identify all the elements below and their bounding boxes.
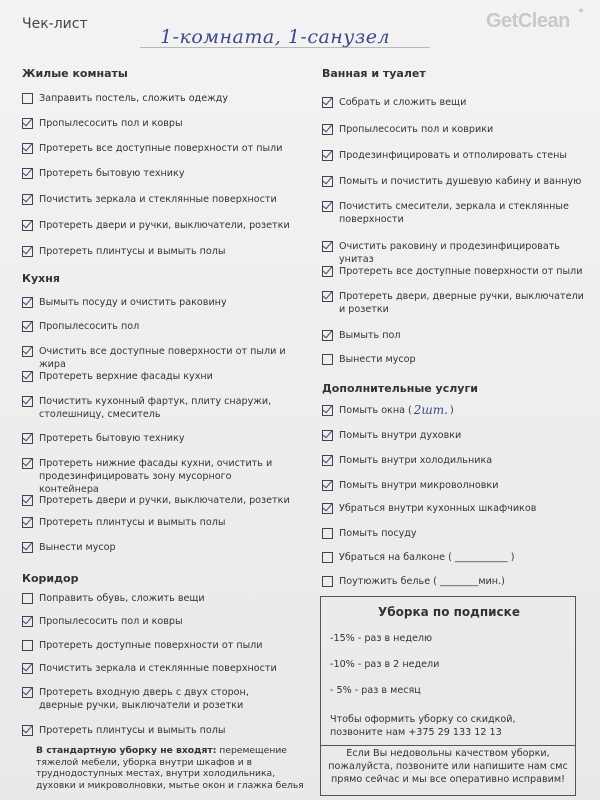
- subscription-plan: -10% - раз в 2 недели: [330, 659, 440, 670]
- checkbox-checked[interactable]: [22, 458, 33, 469]
- checkbox-checked[interactable]: [22, 143, 33, 154]
- checklist-item: [22, 494, 292, 507]
- checkbox-checked[interactable]: [22, 297, 33, 308]
- checkbox-unchecked[interactable]: [322, 552, 333, 563]
- checklist-item: [22, 142, 292, 155]
- checklist-item-label: Протереть все доступные поверхности от пыли: [339, 266, 583, 277]
- checklist-item: [322, 527, 592, 540]
- checkbox-checked[interactable]: [22, 616, 33, 627]
- checklist-item: [22, 432, 292, 445]
- checklist-item: [22, 395, 292, 421]
- checklist-item: [322, 353, 592, 366]
- checkbox-checked[interactable]: [322, 330, 333, 341]
- checklist-item: [22, 457, 292, 496]
- section-extra-title: Дополнительные услуги: [322, 382, 478, 395]
- checklist-item-label: Очистить все доступные поверхности от пыли и жира: [39, 346, 286, 370]
- checklist-item-label: Вынести мусор: [39, 542, 116, 553]
- checklist-item-label: Протереть бытовую технику: [39, 433, 185, 444]
- subscription-box: [320, 596, 576, 796]
- checkbox-unchecked[interactable]: [22, 93, 33, 104]
- checklist-item: [322, 265, 592, 278]
- brand-logo: GetClean: [486, 10, 570, 32]
- checklist-item-label: Вынести мусор: [339, 354, 416, 365]
- checklist-item: [322, 429, 592, 442]
- checklist-item-label: Помыть посуду: [339, 528, 417, 539]
- section-corridor-title: Коридор: [22, 572, 79, 585]
- checkbox-checked[interactable]: [322, 201, 333, 212]
- checklist-item-label: Протереть доступные поверхности от пыли: [39, 640, 263, 651]
- checklist-item: [322, 329, 592, 342]
- checklist-item-label: Протереть двери, дверные ручки, выключатели и розетки: [339, 291, 584, 315]
- checkbox-unchecked[interactable]: [322, 354, 333, 365]
- checklist-item-label: Протереть верхние фасады кухни: [39, 371, 213, 382]
- checkbox-checked[interactable]: [22, 321, 33, 332]
- checklist-item-label: Протереть двери и ручки, выключатели, розетки: [39, 495, 290, 506]
- checkbox-checked[interactable]: [22, 168, 33, 179]
- checkbox-checked[interactable]: [22, 517, 33, 528]
- checkbox-checked[interactable]: [22, 194, 33, 205]
- checklist-item: [22, 245, 292, 258]
- checklist-item-label: Заправить постель, сложить одежду: [39, 93, 229, 104]
- checklist-item-label: Пропылесосить пол и коврики: [339, 124, 494, 135]
- checklist-item-label: Помыть и почистить душевую кабину и ванную: [339, 176, 582, 187]
- checklist-item: [22, 296, 292, 309]
- checklist-item: [22, 117, 292, 130]
- checklist-item: [322, 240, 592, 266]
- sparkle-icon: ✦: [577, 6, 586, 17]
- section-living-title: Жилые комнаты: [22, 67, 128, 80]
- subscription-phone-note: Чтобы оформить уборку со скидкой, позвоните нам +375 29 133 12 13: [330, 714, 516, 738]
- checkbox-checked[interactable]: [322, 430, 333, 441]
- checkbox-checked[interactable]: [22, 433, 33, 444]
- checklist-item-label: Очистить раковину и продезинфицировать унитаз: [339, 241, 560, 265]
- checkbox-unchecked[interactable]: [22, 640, 33, 651]
- checklist-item-label: Протереть плинтусы и вымыть полы: [39, 246, 226, 257]
- checklist-item: [22, 516, 292, 529]
- checklist-item-label: Помыть окна (: [339, 405, 412, 416]
- checklist-item: [22, 639, 292, 652]
- checkbox-unchecked[interactable]: [22, 593, 33, 604]
- handwritten-quantity: 2шт.: [413, 403, 448, 417]
- checklist-item: [22, 320, 292, 333]
- checklist-item: [22, 592, 292, 605]
- checkbox-checked[interactable]: [322, 176, 333, 187]
- checklist-item-label: Почистить зеркала и стеклянные поверхности: [39, 663, 277, 674]
- checkbox-checked[interactable]: [322, 455, 333, 466]
- subscription-plan: -15% - раз в неделю: [330, 633, 433, 644]
- checklist-item: [322, 502, 592, 515]
- checkbox-checked[interactable]: [22, 687, 33, 698]
- checklist-item-label: Протереть плинтусы и вымыть полы: [39, 725, 226, 736]
- excluded-heading: В стандартную уборку не входят:: [36, 745, 217, 756]
- checklist-item: [22, 345, 292, 371]
- checklist-item-label: Почистить кухонный фартук, плиту снаружи, столешницу, смеситель: [39, 396, 272, 420]
- checkbox-checked[interactable]: [22, 246, 33, 257]
- checklist-item-label: Вымыть посуду и очистить раковину: [39, 297, 227, 308]
- checklist-item: [322, 479, 592, 492]
- checkbox-checked[interactable]: [322, 124, 333, 135]
- checklist-item-label: Почистить зеркала и стеклянные поверхности: [39, 194, 277, 205]
- checklist-item-label: Поутюжить белье ( ________мин.): [339, 576, 505, 587]
- checklist-item: [22, 541, 292, 554]
- checklist-item-label: Помыть внутри духовки: [339, 430, 462, 441]
- divider: [321, 745, 575, 746]
- checklist-item-label: Почистить смесители, зеркала и стеклянные поверхности: [339, 201, 569, 225]
- checklist-item: [22, 92, 292, 105]
- checkbox-checked[interactable]: [322, 266, 333, 277]
- checklist-item: [322, 454, 592, 467]
- checkbox-checked[interactable]: [322, 405, 333, 416]
- checkbox-unchecked[interactable]: [322, 528, 333, 539]
- subscription-plan: - 5% - раз в месяц: [330, 685, 421, 696]
- checkbox-checked[interactable]: [322, 480, 333, 491]
- checklist-item: [22, 615, 292, 628]
- checkbox-checked[interactable]: [322, 97, 333, 108]
- checklist-item-label: Помыть внутри микроволновки: [339, 480, 499, 491]
- checklist-item: [22, 219, 292, 232]
- checklist-item: [322, 575, 592, 588]
- checklist-item: [322, 123, 592, 136]
- checklist-item: [22, 686, 292, 712]
- checklist-item: [322, 290, 592, 316]
- checkbox-checked[interactable]: [22, 725, 33, 736]
- checkbox-checked[interactable]: [322, 150, 333, 161]
- checkbox-checked[interactable]: [322, 291, 333, 302]
- checklist-item: [322, 551, 592, 564]
- checklist-item-label: Поправить обувь, сложить вещи: [39, 593, 205, 604]
- checklist-item: [322, 404, 592, 417]
- checkbox-checked[interactable]: [322, 241, 333, 252]
- checkbox-checked[interactable]: [22, 118, 33, 129]
- checklist-item-label: Собрать и сложить вещи: [339, 97, 467, 108]
- checklist-item: [22, 193, 292, 206]
- checklist-item-label: Пропылесосить пол: [39, 321, 140, 332]
- checklist-item: [22, 662, 292, 675]
- checkbox-checked[interactable]: [22, 346, 33, 357]
- checkbox-checked[interactable]: [22, 220, 33, 231]
- checklist-item: [22, 167, 292, 180]
- checklist-item-label: Вымыть пол: [339, 330, 401, 341]
- checklist-item-label: Протереть нижние фасады кухни, очистить и продезинфицировать зону мусорного контейнера: [39, 458, 273, 495]
- checklist-item: [322, 200, 592, 226]
- checklist-item-label: Протереть двери и ручки, выключатели, розетки: [39, 220, 290, 231]
- checklist-item: [322, 96, 592, 109]
- checklist-item: [322, 175, 592, 188]
- checklist-item-label: Протереть входную дверь с двух сторон, дверные ручки, выключатели и розетки: [39, 687, 249, 711]
- excluded-services-note: [36, 745, 312, 791]
- excluded-text: перемещение тяжелой мебели, уборка внутри шкафов и в труднодоступных местах, внутри холодильника, духовки и микроволновки, мытье окон и глажка белья: [36, 745, 304, 791]
- section-kitchen-title: Кухня: [22, 272, 60, 285]
- checklist-item-label: Убраться на балконе ( ___________ ): [339, 552, 515, 563]
- checklist-item-label: Протереть все доступные поверхности от пыли: [39, 143, 283, 154]
- checkbox-unchecked[interactable]: [322, 576, 333, 587]
- checklist-item: [322, 149, 592, 162]
- checklist-item-label: Протереть бытовую технику: [39, 168, 185, 179]
- checkbox-checked[interactable]: [322, 503, 333, 514]
- checklist-item-label: Помыть внутри холодильника: [339, 455, 493, 466]
- checklist-item: [22, 724, 292, 737]
- checklist-item-suffix: ): [450, 405, 454, 416]
- quality-guarantee-note: Если Вы недовольны качеством уборки, пожалуйста, позвоните или напишите нам смс прямо сейчас и мы все оперативно исправим!: [328, 748, 568, 785]
- checkbox-checked[interactable]: [22, 542, 33, 553]
- checkbox-checked[interactable]: [22, 663, 33, 674]
- checklist-item-label: Продезинфицировать и отполировать стены: [339, 150, 567, 161]
- page-title: Чек-лист: [22, 16, 88, 32]
- checkbox-checked[interactable]: [22, 396, 33, 407]
- checklist-item-label: Убраться внутри кухонных шкафчиков: [339, 503, 537, 514]
- checklist-item-label: Пропылесосить пол и ковры: [39, 616, 183, 627]
- checkbox-checked[interactable]: [22, 495, 33, 506]
- checklist-item-label: Протереть плинтусы и вымыть полы: [39, 517, 226, 528]
- checklist-item: [22, 370, 292, 383]
- handwritten-note: 1-комната, 1-санузел: [160, 26, 391, 48]
- section-bathroom-title: Ванная и туалет: [322, 67, 426, 80]
- checklist-item-label: Пропылесосить пол и ковры: [39, 118, 183, 129]
- checkbox-checked[interactable]: [22, 371, 33, 382]
- subscription-title: Уборка по подписке: [378, 605, 520, 619]
